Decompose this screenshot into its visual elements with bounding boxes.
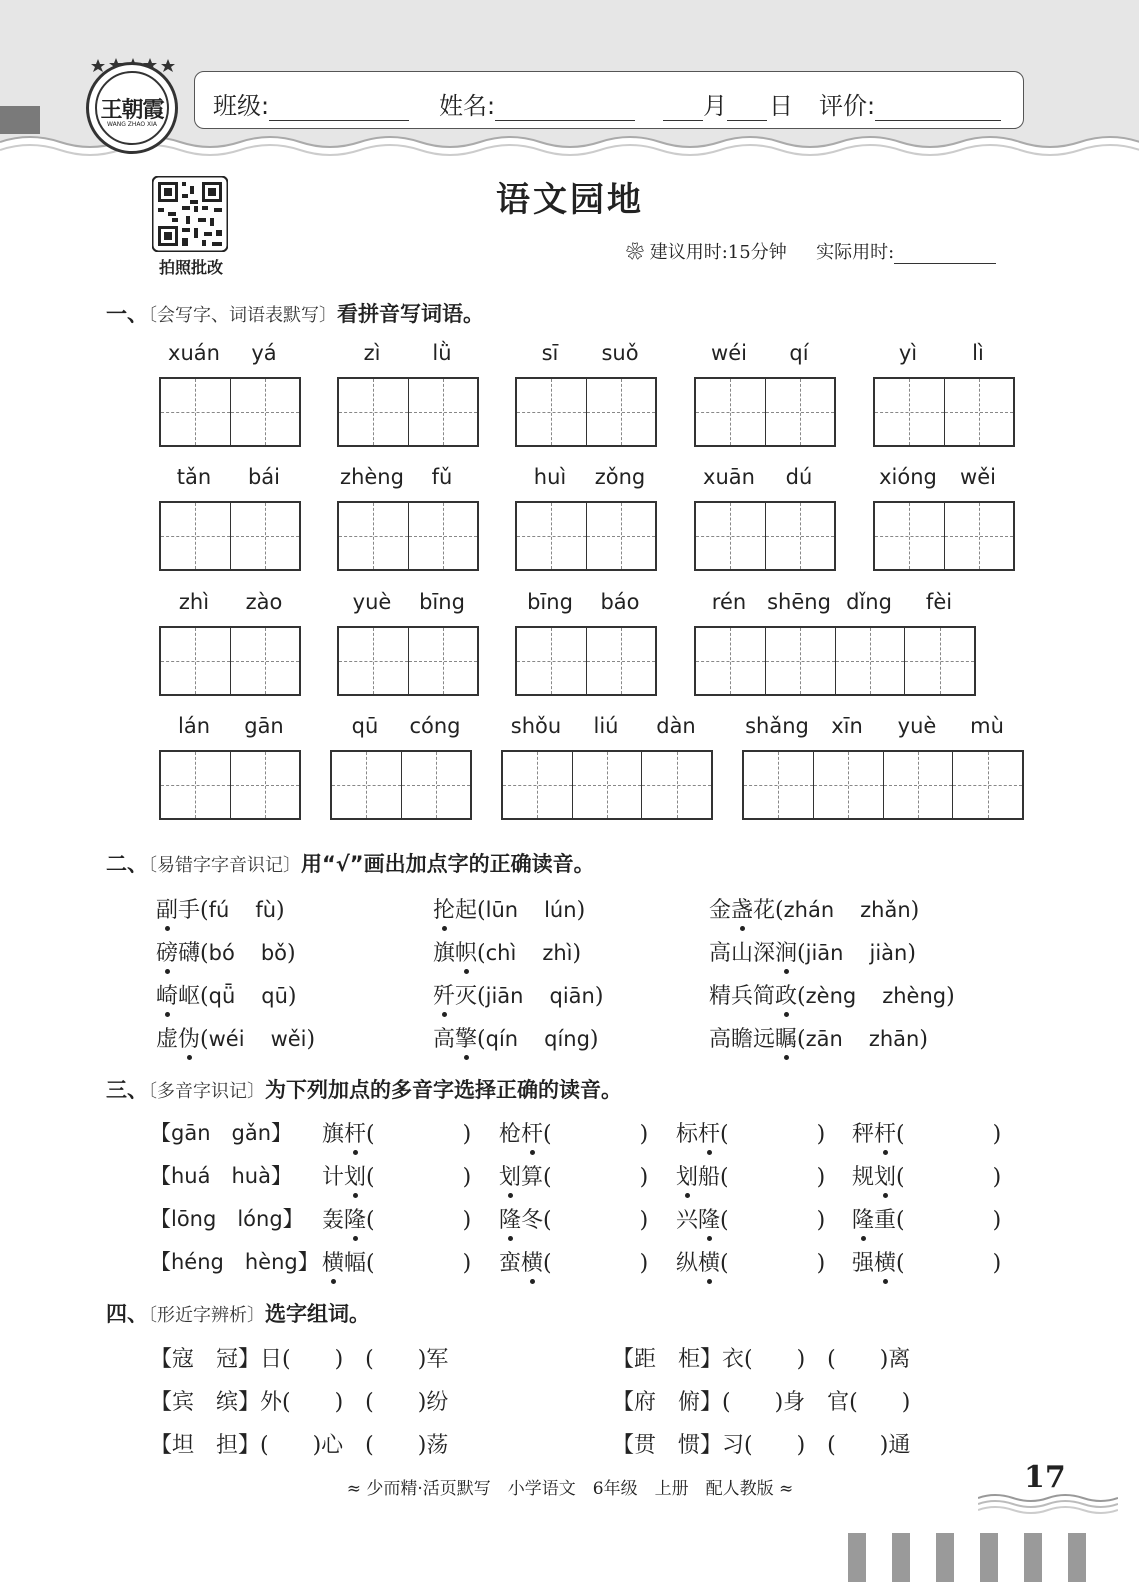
- answer-blank[interactable]: ( ): [720, 1165, 826, 1190]
- pinyin-option[interactable]: qū: [261, 984, 288, 1008]
- pinyin-label: shǎng: [745, 714, 809, 738]
- word-text: 旗: [322, 1122, 345, 1147]
- word-choice-item[interactable]: 【寇 冠】日( ) ( )军: [150, 1347, 449, 1372]
- polyphone-item[interactable]: [499, 1203, 648, 1234]
- pinyin-option[interactable]: zhèng: [882, 984, 947, 1008]
- qr-code-icon[interactable]: [152, 176, 228, 252]
- pinyin-option[interactable]: qíng: [544, 1027, 590, 1051]
- pinyin-label: suǒ: [601, 341, 639, 365]
- pronunciation-item[interactable]: 磅礴(bó bǒ): [156, 936, 296, 967]
- writing-cell[interactable]: [696, 628, 766, 694]
- word-text: 标: [676, 1122, 699, 1147]
- writing-cell[interactable]: [696, 503, 766, 569]
- pinyin-option[interactable]: fú: [208, 898, 230, 922]
- pinyin-label: zhèng: [340, 465, 404, 489]
- writing-box[interactable]: [159, 501, 301, 571]
- pinyin-label: rén: [711, 590, 747, 614]
- qr-label: 拍照批改: [158, 258, 223, 277]
- polyphone-item[interactable]: [676, 1117, 825, 1148]
- dotted-character: 杆: [344, 1117, 366, 1148]
- pinyin-label: yì: [898, 341, 918, 365]
- writing-box[interactable]: [337, 501, 479, 571]
- writing-box[interactable]: [515, 377, 657, 447]
- dotted-character: 横: [521, 1246, 543, 1277]
- polyphone-options: 【huá huà】: [150, 1164, 292, 1188]
- pronunciation-item[interactable]: 高山深涧(jiān jiàn): [709, 936, 916, 967]
- writing-cell[interactable]: [503, 752, 573, 818]
- pinyin-label: wěi: [960, 465, 996, 489]
- writing-cell[interactable]: [161, 379, 231, 445]
- polyphone-options: 【héng hèng】: [150, 1250, 319, 1274]
- word-text: 灭: [455, 984, 478, 1009]
- pinyin-label: tǎn: [176, 465, 212, 489]
- writing-box[interactable]: [742, 750, 1024, 820]
- answer-blank[interactable]: ( ): [366, 1122, 472, 1147]
- pinyin-option[interactable]: chì: [485, 941, 517, 965]
- pinyin-label: gān: [244, 714, 284, 738]
- writing-cell[interactable]: [517, 503, 587, 569]
- polyphone-item[interactable]: [322, 1117, 471, 1148]
- polyphone-item[interactable]: [852, 1203, 1001, 1234]
- time-info: [626, 238, 996, 264]
- pinyin-option[interactable]: jiān: [485, 984, 524, 1008]
- word-choice-item[interactable]: 【贯 惯】习( ) ( )通: [612, 1433, 911, 1458]
- pinyin-label: fèi: [925, 590, 953, 614]
- word-text: 强: [852, 1251, 875, 1276]
- dotted-character: 抡: [433, 893, 455, 924]
- bottom-bar: [980, 1533, 998, 1582]
- polyphone-item[interactable]: [852, 1117, 1001, 1148]
- name-field[interactable]: [439, 86, 635, 121]
- word-text: 金: [709, 898, 732, 923]
- pinyin-label: xuān: [703, 465, 755, 489]
- word-text: 规: [852, 1165, 875, 1190]
- pronunciation-item[interactable]: 高瞻远瞩(zān zhān): [709, 1022, 928, 1053]
- word-text: 高山深: [709, 941, 776, 966]
- pinyin-label: shēng: [767, 590, 831, 614]
- polyphone-item[interactable]: [852, 1160, 1001, 1191]
- pinyin-option[interactable]: wéi: [208, 1027, 245, 1051]
- pinyin-option[interactable]: zhǎn: [860, 898, 911, 922]
- writing-cell[interactable]: [953, 752, 1022, 818]
- writing-box[interactable]: [501, 750, 713, 820]
- pinyin-option[interactable]: bǒ: [260, 941, 287, 965]
- writing-cell[interactable]: [231, 503, 300, 569]
- polyphone-item[interactable]: [499, 1117, 648, 1148]
- word-text: 高瞻远: [709, 1027, 776, 1052]
- pinyin-label: zào: [245, 590, 283, 614]
- pinyin-label: sī: [541, 341, 559, 365]
- pinyin-option[interactable]: lūn: [485, 898, 519, 922]
- writing-cell[interactable]: [517, 379, 587, 445]
- word-text: 岖: [178, 984, 201, 1009]
- word-choice-item[interactable]: 【府 俯】( )身 官( ): [612, 1390, 911, 1415]
- writing-cell[interactable]: [945, 503, 1014, 569]
- answer-blank[interactable]: ( ): [720, 1208, 826, 1233]
- dotted-character: 划: [344, 1160, 366, 1191]
- writing-box[interactable]: [694, 626, 976, 696]
- month-label: 月: [703, 92, 727, 120]
- pinyin-option[interactable]: jiān: [805, 941, 844, 965]
- answer-blank[interactable]: ( ): [543, 1165, 649, 1190]
- word-text: 花: [753, 898, 776, 923]
- pinyin-option[interactable]: lún: [544, 898, 577, 922]
- answer-blank[interactable]: ( ): [543, 1251, 649, 1276]
- pinyin-option[interactable]: fù: [255, 898, 277, 922]
- writing-cell[interactable]: [402, 752, 471, 818]
- word-text: 起: [455, 898, 478, 923]
- dotted-character: 擎: [455, 1022, 477, 1053]
- bottom-bar: [1068, 1533, 1086, 1582]
- dotted-character: 政: [775, 979, 797, 1010]
- word-text: 手: [178, 898, 201, 923]
- pronunciation-item[interactable]: 副手(fú fù): [156, 893, 285, 924]
- writing-cell[interactable]: [161, 628, 231, 694]
- word-text: 幅: [344, 1251, 367, 1276]
- writing-cell[interactable]: [696, 379, 766, 445]
- pinyin-label: báo: [600, 590, 640, 614]
- answer-blank[interactable]: ( ): [896, 1122, 1002, 1147]
- dotted-character: 歼: [433, 979, 455, 1010]
- dotted-character: 杆: [521, 1117, 543, 1148]
- pinyin-label: yuè: [352, 590, 392, 614]
- pinyin-option[interactable]: bó: [208, 941, 235, 965]
- section4-heading: 四、〔形近字辨析〕选字组词。: [106, 1302, 370, 1326]
- flower-icon: ❀: [626, 242, 644, 263]
- logo-subtext: WANG ZHAO XIA: [107, 121, 157, 128]
- word-text: 计: [322, 1165, 345, 1190]
- writing-cell[interactable]: [744, 752, 814, 818]
- writing-box[interactable]: [873, 377, 1015, 447]
- word-text: 船: [698, 1165, 721, 1190]
- dotted-character: 崎: [156, 979, 178, 1010]
- pinyin-label: xuán: [168, 341, 220, 365]
- dotted-character: 杆: [874, 1117, 896, 1148]
- writing-box[interactable]: [337, 377, 479, 447]
- answer-blank[interactable]: ( ): [896, 1251, 1002, 1276]
- polyphone-item[interactable]: [676, 1246, 825, 1277]
- pinyin-label: huì: [533, 465, 567, 489]
- student-info-box: [194, 71, 1024, 129]
- suggested-time: 建议用时:15分钟: [649, 242, 787, 263]
- word-choice-item[interactable]: 【坦 担】( )心 ( )荡: [150, 1433, 449, 1458]
- word-text: 高: [433, 1027, 456, 1052]
- writing-cell[interactable]: [332, 752, 402, 818]
- page-number-wave: [978, 1490, 1118, 1514]
- polyphone-item[interactable]: [499, 1160, 648, 1191]
- word-text: 旗: [433, 941, 456, 966]
- writing-box[interactable]: [330, 750, 472, 820]
- name-label: 姓名:: [439, 92, 496, 120]
- section1-heading: 一、〔会写字、词语表默写〕看拼音写词语。: [106, 302, 484, 326]
- answer-blank[interactable]: ( ): [896, 1165, 1002, 1190]
- pinyin-label: lì: [972, 341, 984, 365]
- writing-box[interactable]: [515, 626, 657, 696]
- pronunciation-item[interactable]: 抡起(lūn lún): [433, 893, 585, 924]
- pinyin-option[interactable]: qiān: [549, 984, 595, 1008]
- dotted-character: 杆: [698, 1117, 720, 1148]
- writing-cell[interactable]: [905, 628, 974, 694]
- word-text: 冬: [521, 1208, 544, 1233]
- pinyin-label: bīng: [419, 590, 465, 614]
- dotted-character: 划: [874, 1160, 896, 1191]
- dotted-character: 划: [499, 1160, 521, 1191]
- answer-blank[interactable]: ( ): [366, 1251, 472, 1276]
- word-text: 枪: [499, 1122, 522, 1147]
- writing-cell[interactable]: [161, 503, 231, 569]
- dotted-character: 横: [322, 1246, 344, 1277]
- writing-cell[interactable]: [409, 503, 478, 569]
- writing-cell[interactable]: [875, 503, 945, 569]
- left-tab-marker: [0, 106, 40, 134]
- pronunciation-item[interactable]: 精兵简政(zèng zhèng): [709, 979, 955, 1010]
- polyphone-item[interactable]: [499, 1246, 648, 1277]
- pinyin-label: xīn: [831, 714, 863, 738]
- date-field[interactable]: [663, 86, 793, 121]
- pinyin-option[interactable]: wěi: [270, 1027, 307, 1051]
- writing-cell[interactable]: [766, 628, 836, 694]
- class-label: 班级:: [213, 92, 270, 120]
- pronunciation-item[interactable]: 金盏花(zhán zhǎn): [709, 893, 919, 924]
- writing-cell[interactable]: [339, 628, 409, 694]
- pinyin-label: dú: [785, 465, 813, 489]
- answer-blank[interactable]: ( ): [543, 1208, 649, 1233]
- pinyin-label: zǒng: [594, 465, 646, 489]
- writing-cell[interactable]: [587, 379, 656, 445]
- answer-blank[interactable]: ( ): [366, 1208, 472, 1233]
- dotted-character: 横: [698, 1246, 720, 1277]
- pinyin-label: qí: [789, 341, 809, 365]
- writing-cell[interactable]: [766, 503, 835, 569]
- pinyin-label: fǔ: [431, 465, 453, 489]
- rating-label: 评价:: [819, 92, 876, 120]
- pinyin-label: wéi: [711, 341, 747, 365]
- class-field[interactable]: [213, 86, 409, 121]
- pinyin-option[interactable]: zhān: [868, 1027, 920, 1051]
- page-number: 17: [1024, 1460, 1066, 1495]
- writing-cell[interactable]: [875, 379, 945, 445]
- pinyin-option[interactable]: jiàn: [869, 941, 908, 965]
- dotted-character: 瞩: [775, 1022, 797, 1053]
- writing-box[interactable]: [159, 626, 301, 696]
- writing-box[interactable]: [159, 750, 301, 820]
- writing-cell[interactable]: [642, 752, 711, 818]
- writing-cell[interactable]: [814, 752, 884, 818]
- word-choice-item[interactable]: 【距 柜】衣( ) ( )离: [612, 1347, 911, 1372]
- pinyin-label: xióng: [879, 465, 937, 489]
- pinyin-label: yuè: [897, 714, 937, 738]
- writing-cell[interactable]: [573, 752, 643, 818]
- pronunciation-item[interactable]: 歼灭(jiān qiān): [433, 979, 603, 1010]
- dotted-character: 隆: [852, 1203, 874, 1234]
- writing-cell[interactable]: [766, 379, 835, 445]
- pronunciation-item[interactable]: 虚伪(wéi wěi): [156, 1022, 315, 1053]
- answer-blank[interactable]: ( ): [896, 1208, 1002, 1233]
- answer-blank[interactable]: ( ): [720, 1251, 826, 1276]
- polyphone-options: 【gān gǎn】: [150, 1121, 293, 1145]
- writing-box[interactable]: [159, 377, 301, 447]
- header-wave: [0, 128, 1139, 168]
- section3-heading: 三、〔多音字识记〕为下列加点的多音字选择正确的读音。: [106, 1078, 622, 1102]
- writing-cell[interactable]: [409, 379, 478, 445]
- dotted-character: 划: [676, 1160, 698, 1191]
- pinyin-label: lán: [177, 714, 210, 738]
- dotted-character: 伪: [178, 1022, 200, 1053]
- dotted-character: 隆: [344, 1203, 366, 1234]
- writing-cell[interactable]: [587, 628, 656, 694]
- writing-box[interactable]: [873, 501, 1015, 571]
- writing-box[interactable]: [515, 501, 657, 571]
- word-text: 纵: [676, 1251, 699, 1276]
- pinyin-option[interactable]: zhán: [783, 898, 835, 922]
- pinyin-label: shǒu: [510, 714, 562, 738]
- word-text: 虚: [156, 1027, 179, 1052]
- pronunciation-item[interactable]: 旗帜(chì zhì): [433, 936, 581, 967]
- word-text: 秤: [852, 1122, 875, 1147]
- actual-time-label: 实际用时:: [816, 242, 895, 263]
- pinyin-label: lǜ: [432, 341, 452, 365]
- dotted-character: 横: [874, 1246, 896, 1277]
- writing-cell[interactable]: [517, 628, 587, 694]
- writing-cell[interactable]: [231, 752, 300, 818]
- pinyin-option[interactable]: zān: [805, 1027, 843, 1051]
- writing-cell[interactable]: [161, 752, 231, 818]
- writing-cell[interactable]: [409, 628, 478, 694]
- section2-heading: 二、〔易错字字音识记〕用“√”画出加点字的正确读音。: [106, 852, 595, 876]
- word-text: 重: [874, 1208, 897, 1233]
- answer-blank[interactable]: ( ): [366, 1165, 472, 1190]
- pinyin-option[interactable]: qǖ: [208, 984, 236, 1008]
- day-label: 日: [769, 92, 793, 120]
- dotted-character: 副: [156, 893, 178, 924]
- rating-field[interactable]: [819, 86, 1001, 121]
- word-text: 算: [521, 1165, 544, 1190]
- writing-box[interactable]: [694, 377, 836, 447]
- pinyin-option[interactable]: zhì: [542, 941, 573, 965]
- answer-blank[interactable]: ( ): [543, 1122, 649, 1147]
- bottom-bar: [848, 1533, 866, 1582]
- writing-cell[interactable]: [231, 628, 300, 694]
- writing-cell[interactable]: [231, 379, 300, 445]
- pronunciation-item[interactable]: 崎岖(qǖ qū): [156, 979, 297, 1010]
- pronunciation-item[interactable]: 高擎(qín qíng): [433, 1022, 599, 1053]
- pinyin-label: mù: [970, 714, 1004, 738]
- writing-cell[interactable]: [884, 752, 954, 818]
- bottom-bar: [936, 1533, 954, 1582]
- polyphone-item[interactable]: [322, 1203, 471, 1234]
- dotted-character: 涧: [775, 936, 797, 967]
- dotted-character: 盏: [731, 893, 753, 924]
- word-text: 轰: [322, 1208, 345, 1233]
- page-title: 语文园地: [496, 180, 644, 220]
- pinyin-label: zì: [363, 341, 381, 365]
- writing-cell[interactable]: [587, 503, 656, 569]
- word-text: 礴: [178, 941, 201, 966]
- dotted-character: 隆: [499, 1203, 521, 1234]
- pinyin-option[interactable]: qín: [485, 1027, 519, 1051]
- dotted-character: 隆: [698, 1203, 720, 1234]
- logo-text: 王朝霞: [100, 97, 164, 123]
- word-text: 蛮: [499, 1251, 522, 1276]
- word-choice-item[interactable]: 【宾 缤】外( ) ( )纷: [150, 1390, 449, 1415]
- polyphone-item[interactable]: [322, 1246, 471, 1277]
- pinyin-label: yá: [251, 341, 277, 365]
- word-text: 精兵简: [709, 984, 776, 1009]
- dotted-character: 帜: [455, 936, 477, 967]
- polyphone-item[interactable]: [676, 1203, 825, 1234]
- polyphone-item[interactable]: [852, 1246, 1001, 1277]
- pinyin-label: zhì: [178, 590, 210, 614]
- pinyin-label: bīng: [527, 590, 573, 614]
- polyphone-options: 【lōng lóng】: [150, 1207, 304, 1231]
- pinyin-option[interactable]: zèng: [805, 984, 857, 1008]
- writing-cell[interactable]: [339, 503, 409, 569]
- writing-box[interactable]: [337, 626, 479, 696]
- footer-text: ≈ 少而精·活页默写 小学语文 6年级 上册 配人教版 ≈: [346, 1479, 794, 1499]
- brand-logo: [86, 62, 178, 154]
- pinyin-label: cóng: [409, 714, 461, 738]
- pinyin-label: liú: [593, 714, 619, 738]
- bottom-bar: [892, 1533, 910, 1582]
- writing-box[interactable]: [694, 501, 836, 571]
- pinyin-label: qū: [351, 714, 379, 738]
- writing-cell[interactable]: [945, 379, 1014, 445]
- polyphone-item[interactable]: [676, 1160, 825, 1191]
- pinyin-label: dàn: [656, 714, 696, 738]
- polyphone-item[interactable]: [322, 1160, 471, 1191]
- writing-cell[interactable]: [836, 628, 906, 694]
- dotted-character: 磅: [156, 936, 178, 967]
- answer-blank[interactable]: ( ): [720, 1122, 826, 1147]
- word-text: 兴: [676, 1208, 699, 1233]
- bottom-bar: [1024, 1533, 1042, 1582]
- pinyin-label: bái: [247, 465, 281, 489]
- pinyin-label: dǐng: [846, 590, 892, 614]
- writing-cell[interactable]: [339, 379, 409, 445]
